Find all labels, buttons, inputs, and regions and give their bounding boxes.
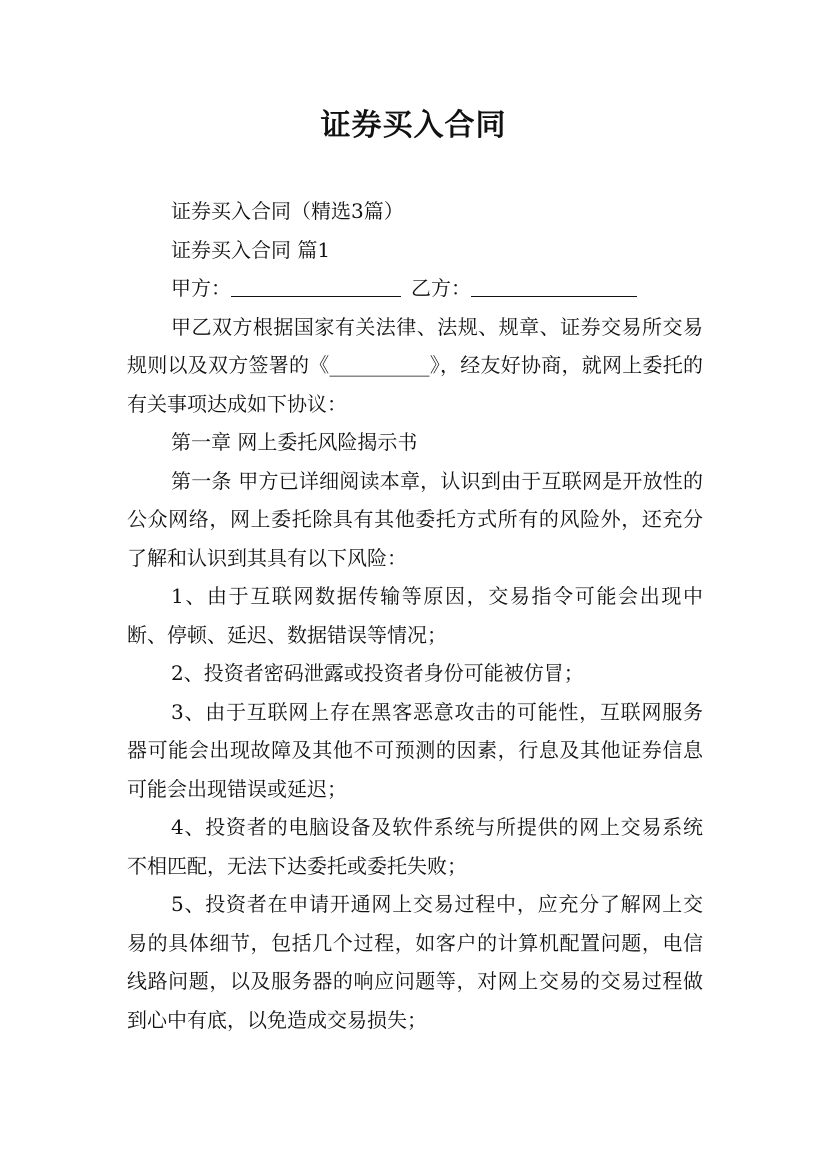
risk-item-2: 2、投资者密码泄露或投资者身份可能被仿冒； <box>171 661 584 685</box>
party-b-blank <box>471 272 637 297</box>
document-title: 证券买入合同 <box>320 108 507 143</box>
article-1: 第一条 甲方已详细阅读本章，认识到由于互联网是开放性的公众网络，网上委托除具有其他委托方式所有的风险外，还充分了解和认识到其具有以下风险： <box>127 468 703 570</box>
party-a-label: 甲方： <box>171 276 231 300</box>
risk-item-3: 3、由于互联网上存在黑客恶意攻击的可能性，互联网服务器可能会出现故障及其他不可预测的因素，行息及其他证券信息可能会出现错误或延迟； <box>127 699 703 801</box>
section-heading: 证券买入合同 篇1 <box>171 237 331 262</box>
risk-item-1: 1、由于互联网数据传输等原因，交易指令可能会出现中断、停顿、延迟、数据错误等情况； <box>127 584 703 647</box>
party-a-blank <box>231 272 401 297</box>
intro-paragraph: 甲乙双方根据国家有关法律、法规、规章、证券交易所交易规则以及双方签署的《__________》，经友好协商，就网上委托的有关事项达成如下协议： <box>127 314 703 416</box>
chapter-heading: 第一章 网上委托风险揭示书 <box>171 430 418 454</box>
risk-item-4: 4、投资者的电脑设备及软件系统与所提供的网上交易系统不相匹配，无法下达委托或委托失败； <box>127 815 703 878</box>
parties-line <box>127 269 703 308</box>
risk-item-5: 5、投资者在申请开通网上交易过程中，应充分了解网上交易的具体细节，包括几个过程，如客户的计算机配置问题，电信线路问题，以及服务器的响应问题等，对网上交易的交易过程做到心中有底，以免造成交易损失； <box>127 892 703 1032</box>
party-b-label: 乙方： <box>411 276 471 300</box>
subtitle: 证券买入合同（精选3篇） <box>171 199 404 223</box>
document-body <box>127 192 703 1039</box>
